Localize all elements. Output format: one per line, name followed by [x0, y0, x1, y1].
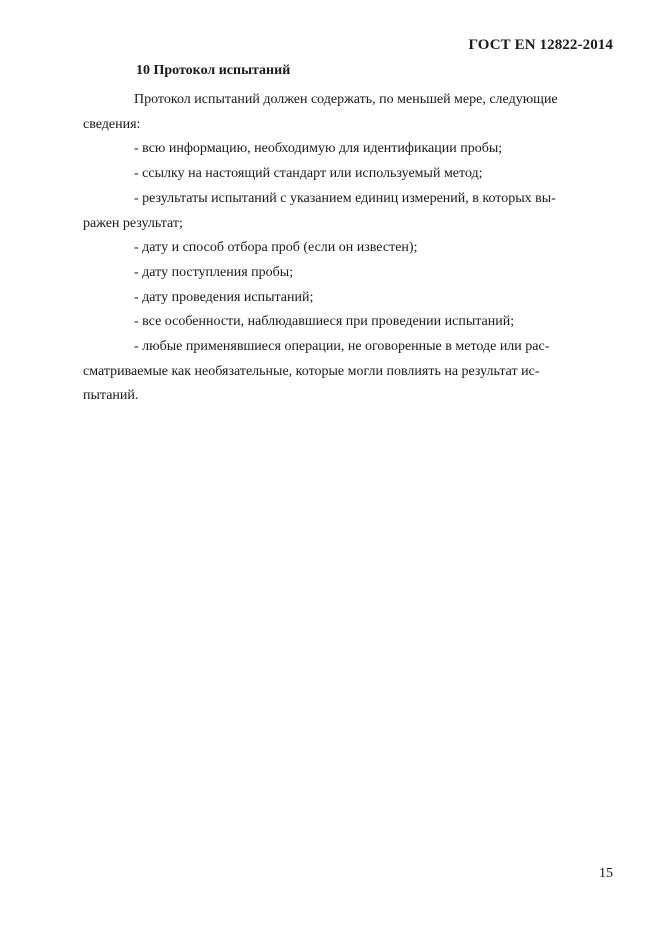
list-item: - результаты испытаний с указанием единиц измерений, в которых вы- ражен результат; — [83, 190, 556, 231]
list-item: - дату и способ отбора проб (если он известен); — [134, 240, 418, 256]
section-title: 10 Протокол испытаний — [136, 63, 291, 78]
list-item: - дату поступления пробы; — [134, 264, 294, 280]
page-number: 15 — [599, 866, 613, 881]
list-item: - все особенности, наблюдавшиеся при проведении испытаний; — [134, 314, 515, 330]
document-code: ГОСТ EN 12822-2014 — [468, 37, 613, 53]
list-item: - любые применявшиеся операции, не оговоренные в методе или рас- сматриваемые как необязательные, которые могли повлиять на результат ис- пытаний. — [83, 339, 550, 404]
intro-paragraph: Протокол испытаний должен содержать, по меньшей мере, следующие сведения: — [83, 92, 558, 132]
list-item: - дату проведения испытаний; — [134, 289, 314, 305]
list-item: - всю информацию, необходимую для идентификации пробы; — [134, 141, 503, 157]
document-body — [83, 88, 614, 409]
list-item: - ссылку на настоящий стандарт или используемый метод; — [134, 166, 483, 182]
